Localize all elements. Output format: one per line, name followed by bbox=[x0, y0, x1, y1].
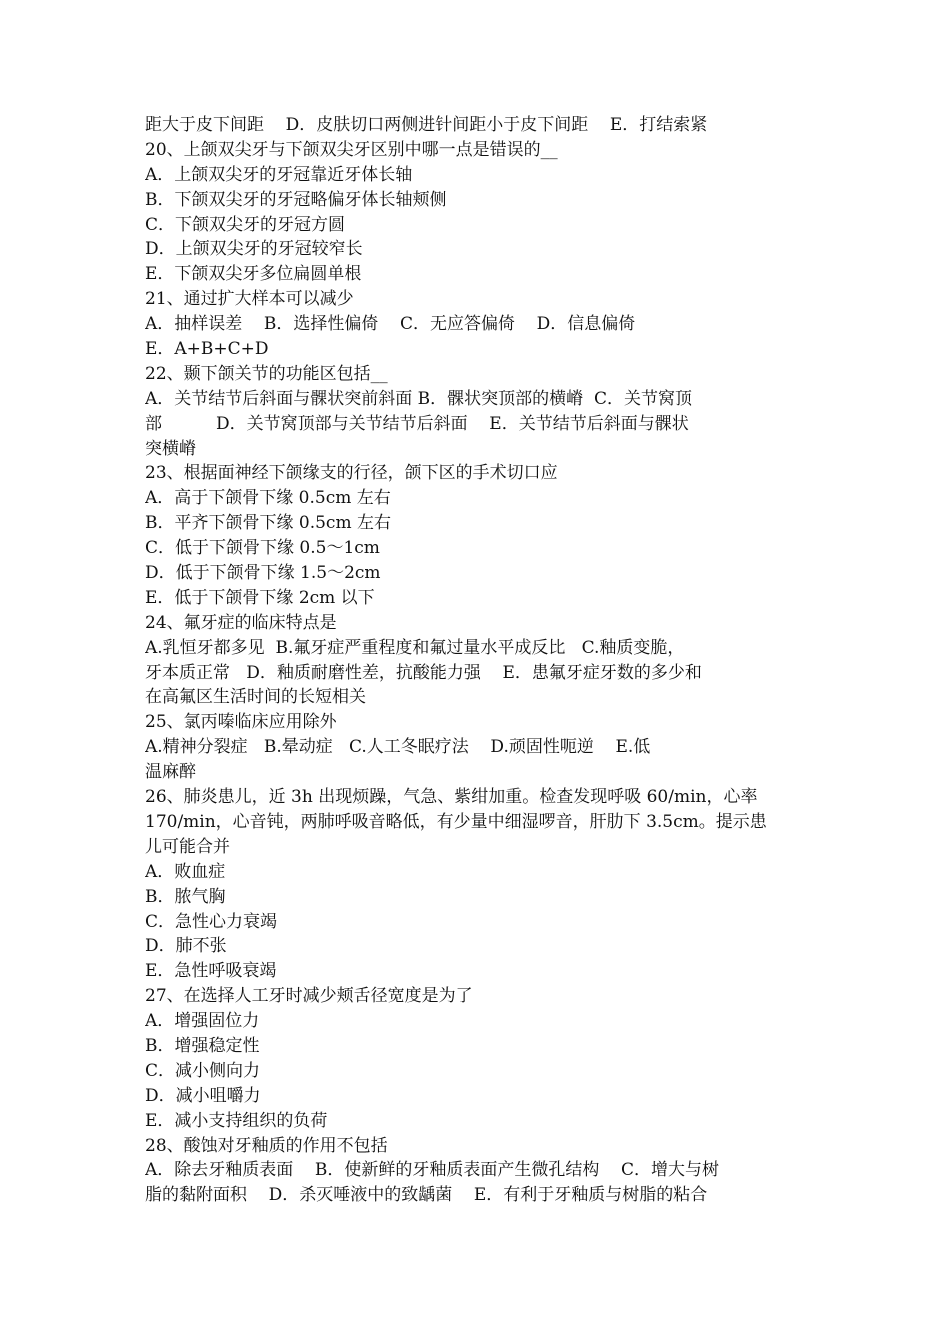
text-line: 26、肺炎患儿，近 3h 出现烦躁，气急、紫绀加重。检查发现呼吸 60/min，心率 bbox=[145, 787, 758, 808]
text-line: E．A+B+C+D bbox=[145, 339, 269, 360]
text-line: D．上颌双尖牙的牙冠较窄长 bbox=[145, 239, 363, 260]
text-line: C．下颌双尖牙的牙冠方圆 bbox=[145, 214, 346, 235]
text-line: 距大于皮下间距 D．皮肤切口两侧进针间距小于皮下间距 E．打结索紧 bbox=[145, 115, 708, 135]
text-line: 在高氟区生活时间的长短相关 bbox=[145, 687, 366, 708]
text-line: 21、通过扩大样本可以减少 bbox=[145, 289, 354, 310]
text-line: E．减小支持组织的负荷 bbox=[145, 1110, 328, 1131]
text-line: 牙本质正常 D．釉质耐磨性差，抗酸能力强 E．患氟牙症牙数的多少和 bbox=[145, 662, 702, 683]
text-line: 24、氟牙症的临床特点是 bbox=[145, 612, 337, 633]
text-line: B．增强稳定性 bbox=[145, 1035, 260, 1056]
text-line: 23、根据面神经下颌缘支的行径，颌下区的手术切口应 bbox=[145, 463, 558, 484]
text-line: C．急性心力衰竭 bbox=[145, 911, 278, 932]
text-line: 脂的黏附面积 D．杀灭唾液中的致龋菌 E．有利于牙釉质与树脂的粘合 bbox=[145, 1185, 708, 1206]
text-line: A．除去牙釉质表面 B．使新鲜的牙釉质表面产生微孔结构 C．增大与树 bbox=[145, 1160, 720, 1181]
text-line: C．低于下颌骨下缘 0.5～1cm bbox=[145, 538, 380, 559]
text-line: 20、上颌双尖牙与下颌双尖牙区别中哪一点是错误的__ bbox=[145, 139, 558, 160]
text-line: 22、颞下颌关节的功能区包括__ bbox=[145, 363, 388, 384]
text-line: D．减小咀嚼力 bbox=[145, 1085, 261, 1106]
text-line: 突横嵴 bbox=[145, 438, 196, 459]
text-line: A．高于下颌骨下缘 0.5cm 左右 bbox=[145, 488, 391, 509]
text-line: B．下颌双尖牙的牙冠略偏牙体长轴颊侧 bbox=[145, 189, 447, 210]
text-line: A．关节结节后斜面与髁状突前斜面 B．髁状突顶部的横嵴 C．关节窝顶 bbox=[145, 388, 692, 409]
text-line: B．平齐下颌骨下缘 0.5cm 左右 bbox=[145, 513, 391, 534]
text-line: C．减小侧向力 bbox=[145, 1060, 261, 1081]
text-line: E．低于下颌骨下缘 2cm 以下 bbox=[145, 587, 375, 608]
text-line: A．败血症 bbox=[145, 861, 226, 882]
document-page bbox=[145, 113, 810, 1208]
text-line: A.精神分裂症 B.晕动症 C.人工冬眠疗法 D.顽固性呃逆 E.低 bbox=[145, 737, 651, 758]
text-line: 部 D．关节窝顶部与关节结节后斜面 E．关节结节后斜面与髁状 bbox=[145, 413, 689, 434]
text-line: D．低于下颌骨下缘 1.5～2cm bbox=[145, 563, 381, 584]
text-line: A．抽样误差 B．选择性偏倚 C．无应答偏倚 D．信息偏倚 bbox=[145, 314, 636, 335]
text-line: 儿可能合并 bbox=[145, 836, 230, 857]
text-line: E．急性呼吸衰竭 bbox=[145, 961, 277, 982]
text-line: A．上颌双尖牙的牙冠靠近牙体长轴 bbox=[145, 164, 413, 185]
text-line: 温麻醉 bbox=[145, 762, 196, 783]
text-line: D．肺不张 bbox=[145, 936, 227, 957]
text-line: A.乳恒牙都多见 B.氟牙症严重程度和氟过量水平成反比 C.釉质变脆， bbox=[145, 637, 685, 658]
text-line: 28、酸蚀对牙釉质的作用不包括 bbox=[145, 1135, 388, 1156]
text-line: 170/min，心音钝，两肺呼吸音略低，有少量中细湿啰音，肝肋下 3.5cm。提示患 bbox=[145, 811, 767, 832]
text-line: 27、在选择人工牙时减少颊舌径宽度是为了 bbox=[145, 986, 473, 1007]
text-line: A．增强固位力 bbox=[145, 1011, 260, 1032]
text-line: B．脓气胸 bbox=[145, 886, 226, 907]
text-line: E．下颌双尖牙多位扁圆单根 bbox=[145, 264, 362, 285]
text-line: 25、氯丙嗪临床应用除外 bbox=[145, 712, 337, 733]
